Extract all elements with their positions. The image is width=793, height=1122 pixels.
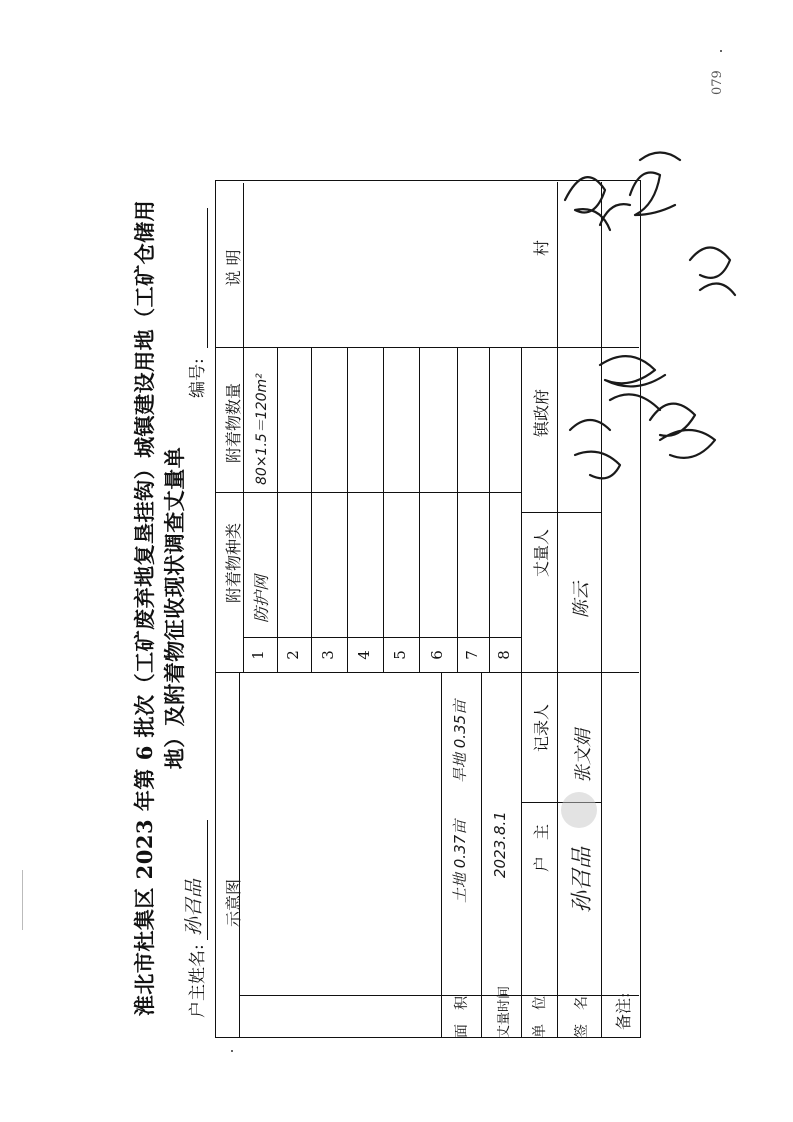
- header-quantity: 附着物数量: [224, 383, 243, 464]
- area-value-2: 旱地 0.35亩: [451, 699, 469, 783]
- row-number: 7: [463, 650, 481, 660]
- fingerprint-mark: [561, 792, 597, 828]
- area-value-1: 土地 0.37亩: [451, 819, 469, 903]
- row-line: [489, 348, 490, 673]
- row-number: 4: [355, 650, 373, 660]
- measurer-signature: 陈云: [571, 582, 592, 618]
- row-number: 6: [428, 650, 446, 660]
- type-divider: [215, 492, 521, 493]
- scan-margin-mark: [22, 870, 23, 930]
- village-label: 村: [532, 240, 551, 257]
- owner-name-value: 孙召品: [183, 878, 205, 936]
- owner-name-underline: [207, 820, 208, 940]
- row-line: [419, 348, 420, 673]
- measurer-town-divider: [521, 512, 601, 513]
- village-signature-stroke: [690, 248, 735, 296]
- sketch-header-line: [239, 673, 240, 1038]
- header-type: 附着物种类: [224, 523, 243, 604]
- row-line: [347, 348, 348, 673]
- page-mark: 079: [710, 70, 725, 95]
- measurer-label: 丈量人: [532, 529, 551, 578]
- recorder-measurer-divider: [521, 672, 601, 673]
- row-1-type: 防护网: [252, 574, 271, 623]
- row-number: 5: [391, 650, 409, 660]
- row-line: [383, 348, 384, 673]
- area-top-line: [441, 673, 442, 1038]
- village-signature-stroke: [650, 404, 715, 458]
- area-bottom-line: [481, 673, 482, 1038]
- row-line: [521, 348, 522, 1038]
- row-line: [457, 348, 458, 673]
- row-number: 8: [495, 650, 513, 660]
- recorder-label: 记录人: [532, 704, 551, 753]
- survey-form: [121, 178, 641, 1038]
- owner-name-label: 户主姓名:: [188, 944, 208, 1018]
- measure-time-label: 丈量时间: [497, 985, 512, 1038]
- header-note: 说 明: [224, 249, 243, 287]
- unit-label: 单 位: [532, 996, 548, 1038]
- remarks-label: 备注:: [614, 992, 633, 1030]
- sketch-area-border: [239, 995, 441, 996]
- row-number: 2: [284, 650, 302, 660]
- row-number: 3: [319, 650, 337, 660]
- scan-speck: [720, 50, 722, 52]
- remarks-line: [601, 182, 602, 1038]
- town-gov-label: 镇政府: [532, 389, 551, 438]
- serial-underline: [207, 208, 208, 348]
- area-label: 面 积: [454, 996, 470, 1038]
- form-title-line-2: 地）及附着物征收现状调查丈量单: [162, 446, 187, 770]
- sign-header-line: [557, 182, 558, 1038]
- form-title-line-1: 淮北市杜集区 2023 年第 6 批次（工矿废弃地复垦挂钩）城镇建设用地（工矿仓储用: [132, 199, 157, 1017]
- row-1-quantity: 80×1.5＝120m²: [254, 373, 270, 485]
- serial-label: 编号:: [188, 358, 208, 398]
- sketch-label: 示意图: [224, 879, 243, 928]
- row-line: [311, 348, 312, 673]
- recorder-signature: 张文娟: [573, 729, 594, 783]
- owner-label: 户 主: [532, 824, 551, 873]
- owner-signature: 孙召品: [570, 846, 595, 913]
- scan-speck: [231, 1050, 233, 1052]
- header-line: [243, 183, 244, 673]
- quantity-divider: [215, 347, 639, 348]
- row-number: 1: [249, 650, 267, 660]
- sign-label: 签 名: [574, 996, 590, 1038]
- row-line: [277, 348, 278, 673]
- measure-time-value: 2023.8.1: [491, 811, 509, 878]
